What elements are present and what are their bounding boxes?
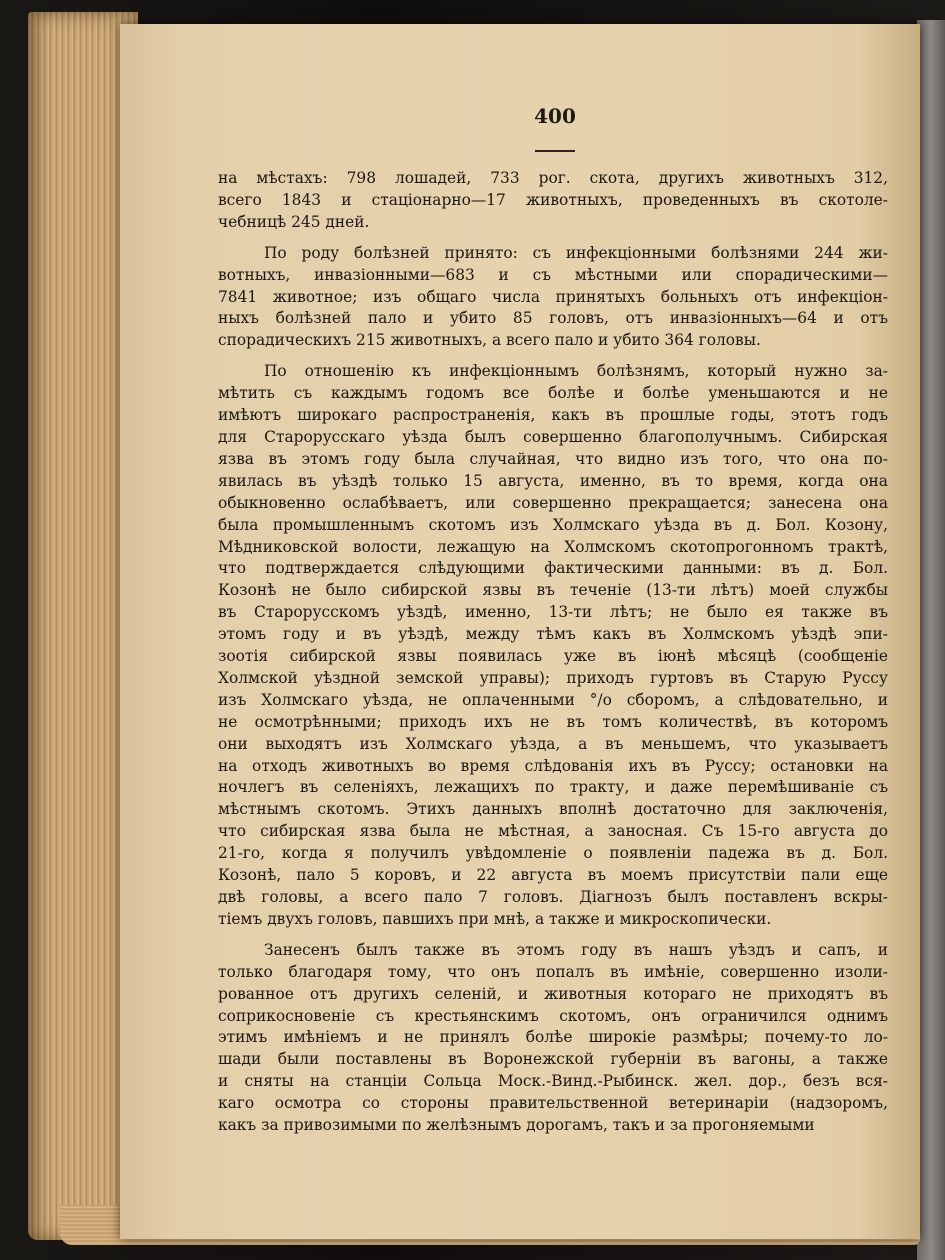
- text-line: обыкновенно ослабѣваетъ, или совершенно прекращается; занесена она: [218, 493, 888, 512]
- text-line: на мѣстахъ: 798 лошадей, 733 рог. скота, другихъ животныхъ 312,: [218, 169, 888, 187]
- text-line: каго осмотра со стороны правительственной ветеринаріи (надзоромъ,: [218, 1094, 888, 1113]
- text-line: зоотія сибирской язвы появилась уже въ іюнѣ мѣсяцѣ (сообщеніе: [218, 647, 888, 666]
- body-text: [218, 168, 888, 1146]
- text-line: 7841 животное; изъ общаго числа принятыхъ больныхъ отъ инфекціон-: [218, 287, 888, 306]
- text-line: Козонѣ не было сибирской язвы въ теченіе (13-ти лѣтъ) моей службы: [218, 581, 888, 600]
- paragraph: [218, 361, 888, 931]
- text-line: для Старорусскаго уѣзда былъ совершенно благополучнымъ. Сибирская: [218, 427, 888, 446]
- text-line: чебницѣ 245 дней.: [218, 212, 370, 231]
- text-line: Мѣдниковской волости, лежащую на Холмскомъ скотопрогонномъ трактѣ,: [218, 537, 888, 556]
- text-line: этомъ году и въ уѣздѣ, между тѣмъ какъ въ Холмскомъ уѣздѣ эпи-: [218, 625, 888, 644]
- text-line: По роду болѣзней принято: съ инфекціонными болѣзнями 244 жи-: [264, 243, 888, 262]
- text-line: въ Старорусскомъ уѣздѣ, именно, 13-ти лѣтъ; не было ея также въ: [218, 603, 888, 622]
- text-line: всего 1843 и стаціонарно—17 животныхъ, проведенныхъ въ скотоле-: [218, 190, 888, 209]
- text-line: 21-го, когда я получилъ увѣдомленіе о появленіи падежа въ д. Бол.: [218, 844, 888, 863]
- text-line: ныхъ болѣзней пало и убито 85 головъ, отъ инвазіонныхъ—64 и отъ: [218, 309, 888, 328]
- text-line: язва въ этомъ году была случайная, что видно изъ того, что она по-: [218, 449, 888, 468]
- text-line: какъ за привозимыми по желѣзнымъ дорогамъ, такъ и за прогоняемыми: [218, 1116, 815, 1135]
- text-line: и сняты на станціи Сольца Моск.-Винд.-Рыбинск. жел. дор., безъ вся-: [218, 1072, 888, 1091]
- text-line: По отношенію къ инфекціоннымъ болѣзнямъ, который нужно за-: [264, 362, 888, 381]
- text-line: была промышленнымъ скотомъ изъ Холмскаго уѣзда въ д. Бол. Козону,: [218, 515, 888, 534]
- text-line: этимъ имѣніемъ и не принялъ болѣе широкіе размѣры; почему-то ло-: [218, 1028, 888, 1047]
- text-line: изъ Холмскаго уѣзда, не оплаченными °/o сборомъ, а слѣдовательно, и: [218, 690, 888, 709]
- text-line: не осмотрѣнными; приходъ ихъ не въ томъ количествѣ, въ которомъ: [218, 712, 888, 731]
- text-line: мѣстнымъ скотомъ. Этихъ данныхъ вполнѣ достаточно для заключенія,: [218, 800, 888, 819]
- page-number-underline: [535, 150, 575, 152]
- text-line: вотныхъ, инвазіонными—683 и съ мѣстными или спорадическими—: [218, 265, 888, 284]
- text-line: ночлегъ въ селеніяхъ, лежащихъ по тракту, и даже перемѣшиваніе съ: [218, 778, 888, 797]
- text-line: соприкосновеніе съ крестьянскимъ скотомъ, онъ ограничился однимъ: [218, 1006, 888, 1025]
- paragraph: [218, 243, 888, 353]
- page-number: 400: [534, 104, 576, 128]
- paragraph: [218, 940, 888, 1137]
- text-line: тіемъ двухъ головъ, павшихъ при мнѣ, а также и микроскопически.: [218, 909, 772, 928]
- text-line: мѣтить съ каждымъ годомъ все болѣе и болѣе уменьшаются и не: [218, 384, 888, 403]
- book-cover-edge: [917, 20, 945, 1260]
- text-line: спорадическихъ 215 животныхъ, а всего пало и убито 364 головы.: [218, 331, 761, 350]
- text-line: Занесенъ былъ также въ этомъ году въ нашъ уѣздъ и сапъ, и: [264, 940, 888, 959]
- text-line: они выходятъ изъ Холмскаго уѣзда, а въ меньшемъ, что указываетъ: [218, 734, 888, 753]
- text-line: явилась въ уѣздѣ только 15 августа, именно, въ то время, когда она: [218, 471, 888, 490]
- text-line: Козонѣ, пало 5 коровъ, и 22 августа въ моемъ присутствіи пали еще: [218, 866, 888, 885]
- text-line: Холмской уѣздной земской управы); приходъ гуртовъ въ Старую Руссу: [218, 668, 888, 687]
- text-line: двѣ головы, а всего пало 7 головъ. Діагнозъ былъ поставленъ вскры-: [218, 888, 888, 906]
- text-line: рованное отъ другихъ селеній, и животныя котораго не приходятъ въ: [218, 984, 888, 1003]
- text-line: на отходъ животныхъ во время слѣдованія ихъ въ Руссу; остановки на: [218, 756, 888, 775]
- text-line: имѣютъ широкаго распространенія, какъ въ прошлые годы, этотъ годъ: [218, 406, 888, 425]
- text-line: что подтверждается слѣдующими фактическими данными: въ д. Бол.: [218, 559, 888, 578]
- paragraph: [218, 168, 888, 234]
- text-line: шади были поставлены въ Воронежской губерніи въ вагоны, а также: [218, 1050, 888, 1069]
- text-line: только благодаря тому, что онъ попалъ въ имѣніе, совершенно изоли-: [218, 962, 888, 981]
- text-line: что сибирская язва была не мѣстная, а заносная. Съ 15-го августа до: [218, 822, 888, 841]
